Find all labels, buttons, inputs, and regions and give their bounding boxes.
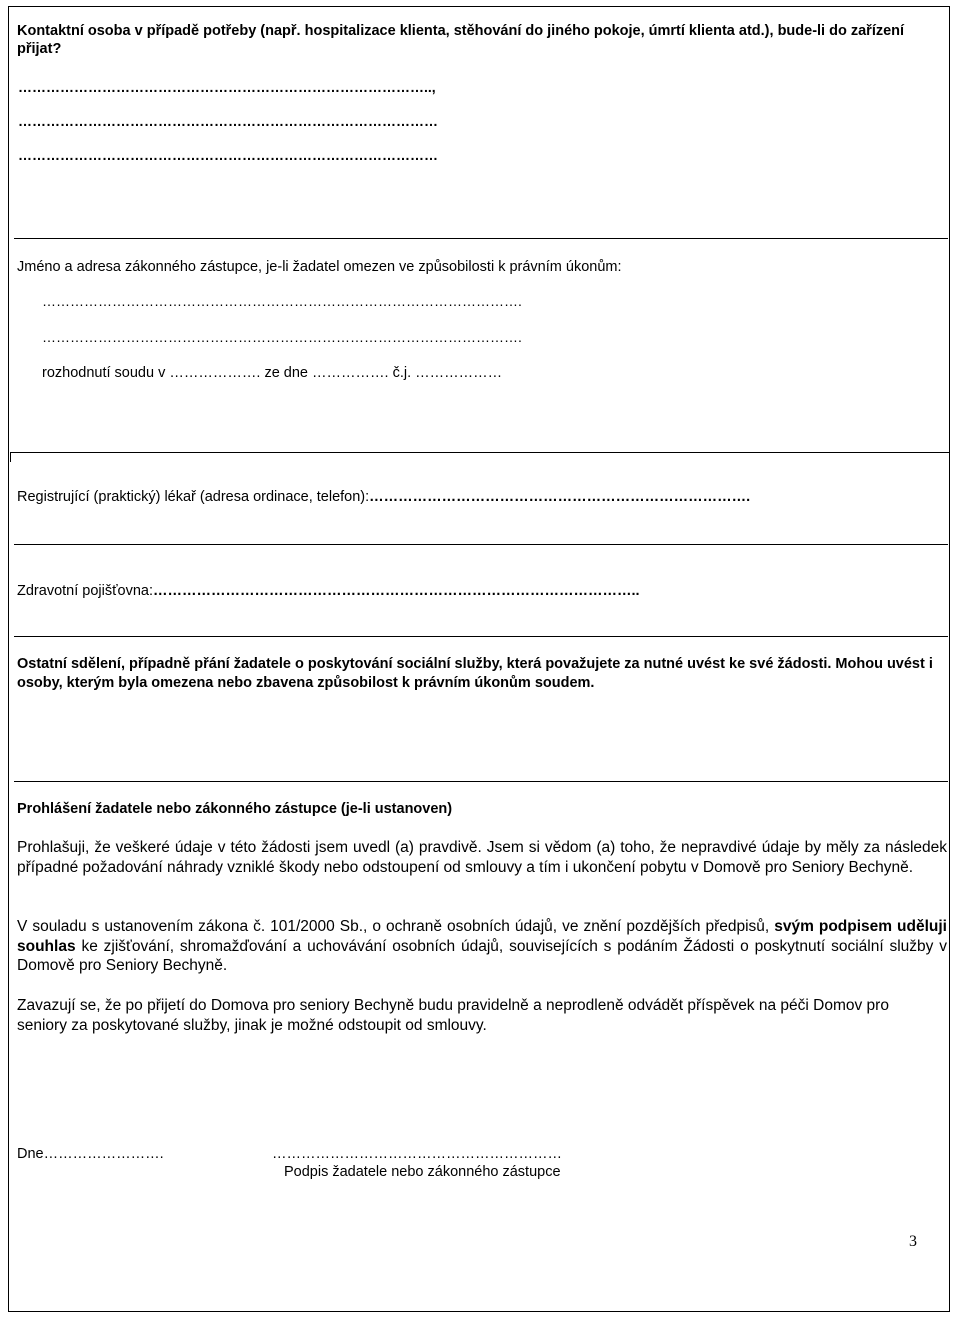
contact-line-3[interactable]: ………………………………………………………………………………: [18, 147, 438, 163]
consent-text-post: ke zjišťování, shromažďování a uchovávání osobních údajů, souvisejících s podáním Žádosti o poskytnutí sociální služby v Domově pro Seniory Bechyně.: [17, 937, 948, 974]
date-label: ze dne: [264, 365, 308, 381]
other-notes-label: Ostatní sdělení, případně přání žadatele o poskytování sociální služby, která považujete za nutné uvést ke své žádosti. Mohou uvést i osoby, kterým byla omezena nebo zbavena způsobilost k právním úkonům soudem.: [17, 656, 933, 691]
consent-text-bold: svým podpisem uděluji souhlas: [17, 918, 947, 955]
doctor-row: [17, 488, 750, 506]
court-field[interactable]: ……………….: [169, 365, 261, 381]
signature-field[interactable]: ……………………………………………………: [272, 1146, 562, 1162]
reference-field[interactable]: ………………: [415, 365, 503, 381]
section-divider: [14, 238, 948, 239]
signature-label: Podpis žadatele nebo zákonného zástupce: [284, 1164, 561, 1180]
court-decision-row: [42, 364, 502, 382]
section-divider: [10, 452, 950, 453]
insurance-field[interactable]: ………………………………………………………………………………………..: [153, 583, 640, 599]
legal-rep-line-2[interactable]: ………………………………………………………………………………………….: [42, 329, 522, 345]
court-label: rozhodnutí soudu v: [42, 365, 166, 381]
declaration-paragraph-2: [17, 917, 947, 976]
section-divider-tick: [10, 452, 11, 462]
declaration-paragraph-1: Prohlašuji, že veškeré údaje v této žádosti jsem uvedl (a) pravdivě. Jsem si vědom (a) toho, že nepravdivé údaje by měly za následek případné požadování náhrady vzniklé škody nebo odstoupení od smlouvy a tím i ukončení pobytu v Domově pro Seniory Bechyně.: [17, 839, 947, 876]
section-divider: [14, 781, 948, 782]
section-divider: [14, 544, 948, 545]
date-field[interactable]: …………….: [312, 365, 389, 381]
contact-line-1[interactable]: ……………………………………………………………………………..,: [18, 79, 436, 95]
legal-rep-line-1[interactable]: ………………………………………………………………………………………….: [42, 293, 522, 309]
legal-rep-label: Jméno a adresa zákonného zástupce, je-li žadatel omezen ve způsobilosti k právním úkonům:: [17, 259, 622, 275]
insurance-label: Zdravotní pojišťovna:: [17, 583, 154, 599]
section-divider: [14, 636, 948, 637]
declaration-paragraph-3: Zavazují se, že po přijetí do Domova pro seniory Bechyně budu pravidelně a neprodleně odvádět příspěvek na péči Domov pro seniory za poskytované služby, jinak je možné odstoupit od smlouvy.: [17, 997, 889, 1034]
consent-text-pre: V souladu s ustanovením zákona č. 101/2000 Sb., o ochraně osobních údajů, ve znění pozdějších předpisů,: [17, 918, 770, 935]
reference-label: č.j.: [392, 365, 412, 381]
doctor-field[interactable]: …………………………………………………………………….: [369, 489, 751, 505]
insurance-row: [17, 582, 640, 600]
declaration-title: Prohlášení žadatele nebo zákonného zástupce (je-li ustanoven): [17, 801, 453, 817]
doctor-label: Registrující (praktický) lékař (adresa ordinace, telefon):: [17, 489, 370, 505]
signature-date-row: [17, 1145, 164, 1163]
contact-question: Kontaktní osoba v případě potřeby (např. hospitalizace klienta, stěhování do jiného pokoje, úmrtí klienta atd.), bude-li do zařízení přijat?: [17, 23, 905, 57]
signature-date-field[interactable]: …………………….: [43, 1146, 164, 1162]
page-number: 3: [909, 1233, 917, 1250]
signature-date-label: Dne: [17, 1146, 44, 1162]
contact-line-2[interactable]: ………………………………………………………………………………: [18, 113, 438, 129]
